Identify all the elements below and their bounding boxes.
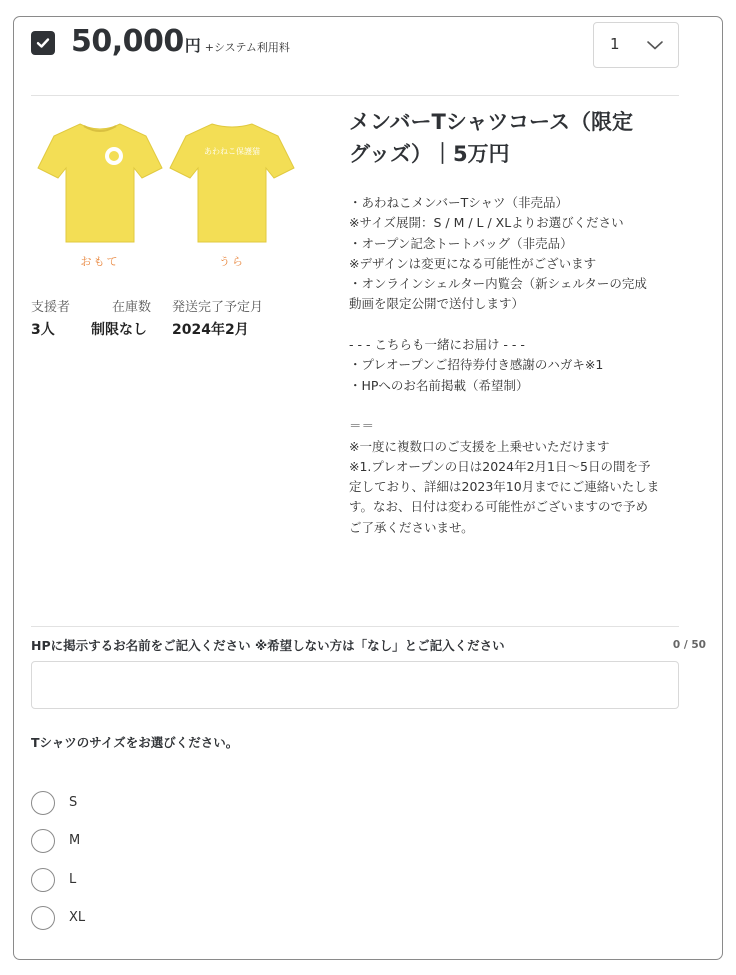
checkmark-icon <box>35 35 51 51</box>
description-line: ・HPへのお名前掲載（希望制） <box>349 377 529 393</box>
quantity-value: 1 <box>610 35 620 53</box>
size-option-m[interactable] <box>31 829 271 855</box>
stat-label: 発送完了予定月 <box>172 300 264 315</box>
description-line: 動画を限定公開で送付します） <box>349 296 525 312</box>
description-line: ・プレオープンご招待券付き感謝のハガキ※1 <box>349 357 604 373</box>
description-line: ※サイズ展開：S / M / L / XLよりお選びください <box>349 215 624 231</box>
price-currency: 円 <box>184 36 201 55</box>
name-char-counter: 0 / 50 <box>672 639 706 651</box>
description-line: ※一度に複数口のご支援を上乗せいただけます <box>349 438 610 454</box>
fee-note: +システム利用料 <box>204 41 290 54</box>
stat-value: 3人 <box>31 322 55 338</box>
description-line: ※1.プレオープンの日は2024年2月1日〜5日の間を予 <box>349 458 651 474</box>
size-option-l[interactable] <box>31 868 271 894</box>
radio-label: XL <box>69 910 86 925</box>
reward-select-checkbox[interactable] <box>31 31 55 55</box>
reward-header <box>31 22 679 80</box>
price-display <box>71 24 290 59</box>
stat-stock <box>91 296 151 339</box>
description-line <box>349 396 681 416</box>
chevron-down-icon <box>646 36 664 54</box>
radio-button[interactable] <box>31 906 55 930</box>
tshirt-back-image[interactable] <box>168 112 296 272</box>
description-line: ※デザインは変更になる可能性がございます <box>349 255 597 271</box>
title-line: グッズ）｜5万円 <box>349 142 510 166</box>
back-print-text: あわねこ保護猫 <box>204 147 260 156</box>
tshirt-back-graphic <box>168 112 296 252</box>
radio-label: L <box>69 872 77 887</box>
radio-button[interactable] <box>31 791 55 815</box>
tshirt-front-image[interactable] <box>36 112 164 272</box>
header-divider <box>31 95 679 96</box>
description-line: す。なお、日付は変わる可能性がございますので予め <box>349 499 649 515</box>
description-line: ご了承くださいませ。 <box>349 519 474 535</box>
reward-description <box>349 193 681 538</box>
description-line: ・オンラインシェルター内覧会（新シェルターの完成 <box>349 276 647 292</box>
name-input[interactable] <box>31 661 679 709</box>
description-line: ・オープン記念トートバッグ（非売品） <box>349 235 573 251</box>
radio-label: M <box>69 833 81 848</box>
back-caption: うら <box>219 255 245 268</box>
front-caption: おもて <box>80 255 120 268</box>
radio-label: S <box>69 795 78 810</box>
description-line: - - - こちらも一緒にお届け - - - <box>349 337 525 353</box>
price-amount: 50,000 <box>71 24 184 59</box>
front-logo-inner <box>109 151 119 161</box>
stat-label: 在庫数 <box>112 300 152 315</box>
reward-title <box>349 106 679 170</box>
size-field-label: Tシャツのサイズをお選びください。 <box>31 735 239 750</box>
description-line <box>349 315 681 335</box>
form-divider <box>31 626 679 627</box>
size-option-s[interactable] <box>31 791 271 817</box>
description-line: 定しており、詳細は2023年10月までにご連絡いたしま <box>349 479 660 495</box>
radio-button[interactable] <box>31 868 55 892</box>
stat-value: 2024年2月 <box>172 322 249 338</box>
stat-supporters <box>31 296 70 339</box>
stat-value: 制限なし <box>91 322 147 338</box>
tshirt-front-body <box>38 124 162 242</box>
quantity-select[interactable] <box>593 22 679 68</box>
description-line: ＝＝ <box>349 418 375 434</box>
tshirt-front-graphic <box>36 112 164 252</box>
size-option-xl[interactable] <box>31 906 271 932</box>
name-field-label: HPに掲示するお名前をご記入ください ※希望しない方は「なし」とご記入ください <box>31 638 505 653</box>
stat-label: 支援者 <box>31 300 71 315</box>
description-line: ・あわねこメンバーTシャツ（非売品） <box>349 195 569 210</box>
tshirt-back-body <box>170 124 294 242</box>
product-images <box>36 112 298 282</box>
radio-button[interactable] <box>31 829 55 853</box>
stat-delivery <box>172 296 263 339</box>
title-line: メンバーTシャツコース（限定 <box>349 110 633 134</box>
